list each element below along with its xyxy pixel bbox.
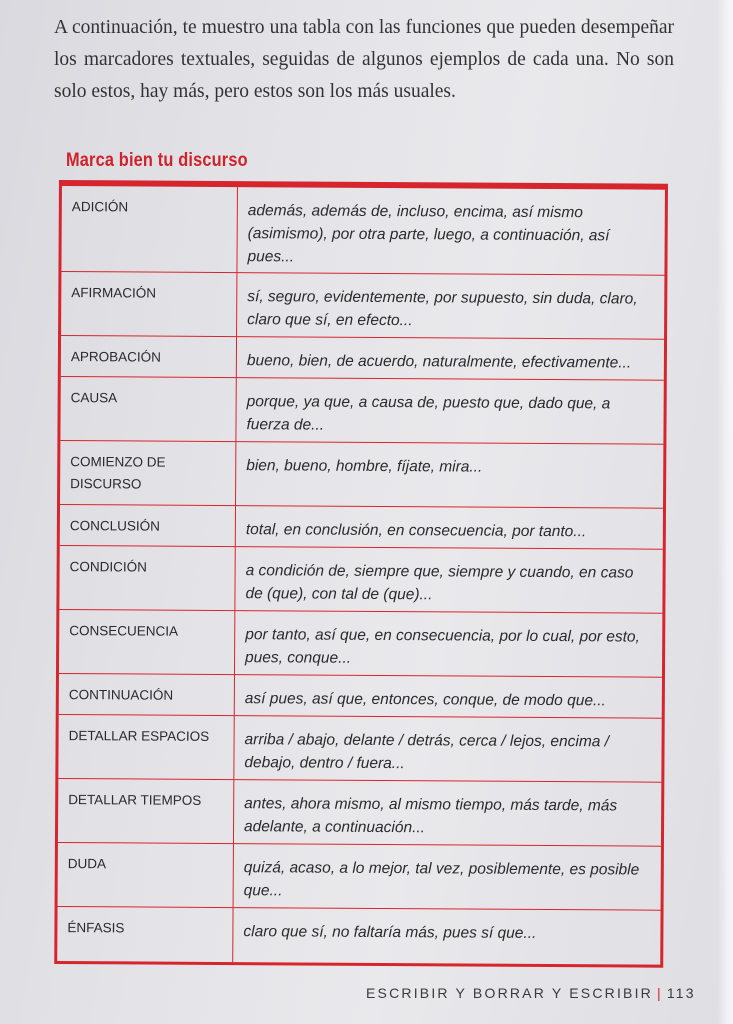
table-row bbox=[58, 779, 661, 847]
row-term: DETALLAR TIEMPOS bbox=[58, 779, 234, 844]
table-title: Marca bien tu discurso bbox=[66, 150, 248, 171]
page-edge bbox=[717, 0, 733, 1024]
row-term: COMIENZO DE DISCURSO bbox=[60, 441, 236, 506]
table-row bbox=[61, 272, 664, 340]
row-term: AFIRMACIÓN bbox=[61, 272, 237, 337]
row-term: CONDICIÓN bbox=[59, 546, 235, 611]
row-examples: sí, seguro, evidentemente, por supuesto, sin duda, claro, claro que sí, en efecto... bbox=[237, 273, 665, 340]
row-examples: porque, ya que, a causa de, puesto que, dado que, a fuerza de... bbox=[236, 378, 664, 445]
row-examples: a condición de, siempre que, siempre y cuando, en caso de (que), con tal de (que)... bbox=[235, 547, 663, 614]
row-examples: total, en conclusión, en consecuencia, por tanto... bbox=[235, 506, 663, 550]
row-examples: arriba / abajo, delante / detrás, cerca / lejos, encima / debajo, dentro / fuera... bbox=[234, 716, 662, 783]
markers-table bbox=[54, 180, 668, 967]
table-row bbox=[59, 610, 662, 678]
row-term: ADICIÓN bbox=[61, 186, 237, 273]
row-term: APROBACIÓN bbox=[61, 336, 237, 378]
row-term: CONSECUENCIA bbox=[59, 610, 235, 675]
page-number: 113 bbox=[666, 985, 696, 1001]
row-term: CONTINUACIÓN bbox=[59, 674, 235, 716]
table-row bbox=[60, 377, 663, 445]
footer-separator: | bbox=[656, 985, 663, 1001]
row-term: DUDA bbox=[58, 843, 234, 908]
table-row bbox=[60, 505, 663, 550]
row-term: ÉNFASIS bbox=[57, 907, 233, 962]
table-row bbox=[61, 186, 665, 275]
table-row bbox=[58, 843, 661, 911]
row-examples: bien, bueno, hombre, fíjate, mira... bbox=[236, 442, 664, 509]
row-examples: claro que sí, no faltaría más, pues sí que... bbox=[243, 923, 537, 942]
row-examples: así pues, así que, entonces, conque, de modo que... bbox=[234, 675, 662, 719]
row-term: CONCLUSIÓN bbox=[60, 505, 236, 547]
row-term: DETALLAR ESPACIOS bbox=[58, 715, 234, 780]
row-examples: antes, ahora mismo, al mismo tiempo, más tarde, más adelante, a continuación... bbox=[233, 780, 661, 847]
row-examples: quizá, acaso, a lo mejor, tal vez, posiblemente, es posible que... bbox=[233, 844, 661, 911]
row-examples: bueno, bien, de acuerdo, naturalmente, efectivamente... bbox=[236, 337, 664, 381]
row-examples: además, además de, incluso, encima, así mismo (asimismo), por otra parte, luego, a continuación, así pues... bbox=[237, 187, 665, 275]
markers-table-body bbox=[57, 186, 665, 964]
table-row bbox=[60, 441, 663, 509]
table-row bbox=[59, 546, 662, 614]
table-row bbox=[61, 336, 664, 381]
intro-paragraph: A continuación, te muestro una tabla con las funciones que pueden desempeñar los marcadores textuales, seguidas de algunos ejemplos de cada una. No son solo estos, hay más, pero estos son los más usuales. bbox=[54, 17, 674, 102]
table-row bbox=[59, 674, 662, 719]
running-head: ESCRIBIR Y BORRAR Y ESCRIBIR bbox=[366, 985, 653, 1001]
page-footer bbox=[366, 985, 696, 1001]
row-examples: por tanto, así que, en consecuencia, por lo cual, por esto, pues, conque... bbox=[234, 611, 662, 678]
table-row bbox=[58, 715, 661, 783]
table-row bbox=[57, 907, 660, 965]
row-term: CAUSA bbox=[60, 377, 236, 442]
